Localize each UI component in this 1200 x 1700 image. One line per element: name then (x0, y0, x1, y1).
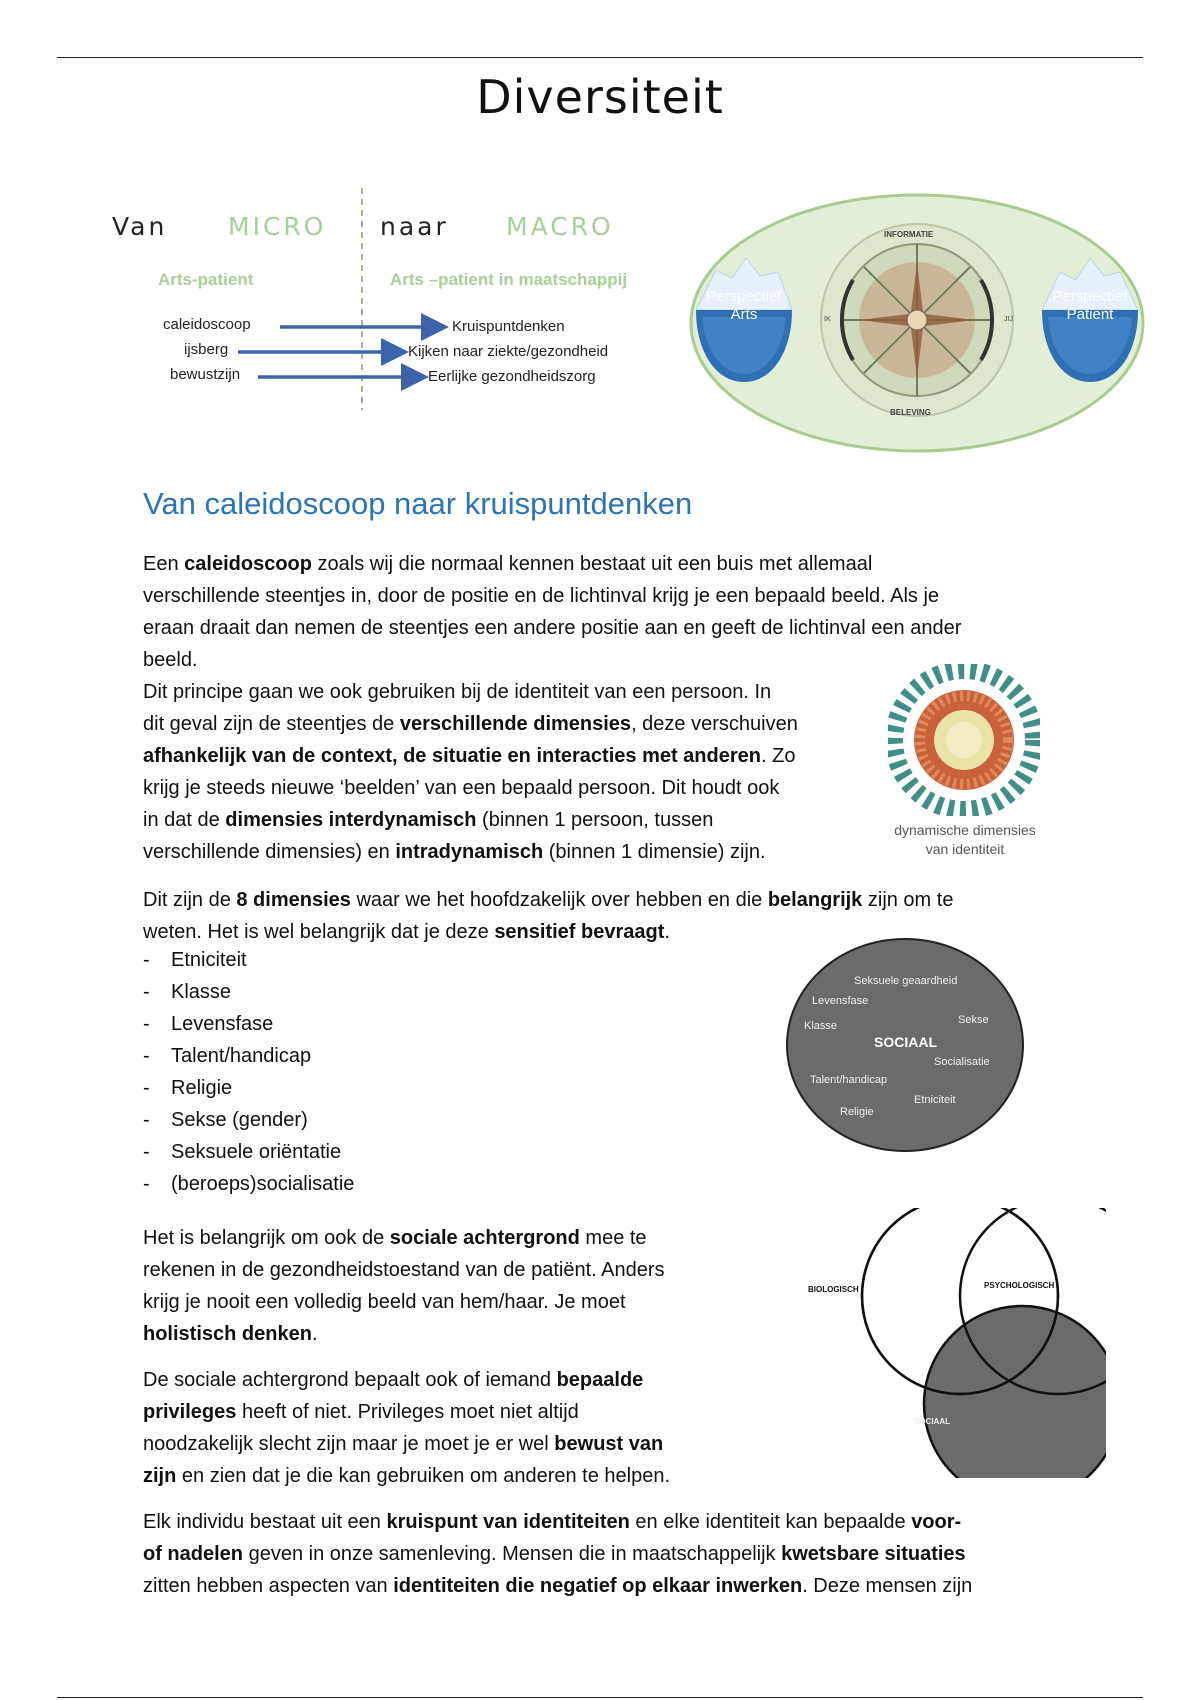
paragraph-caleidoscoop (143, 548, 1063, 676)
informatie-label: INFORMATIE (884, 230, 934, 239)
paragraph-privileges (143, 1364, 783, 1492)
paragraph-sociale-achtergrond (143, 1222, 763, 1350)
micro-macro-figure (100, 188, 660, 428)
page-title: Diversiteit (476, 70, 724, 124)
list-item: - (beroeps)socialisatie (143, 1168, 354, 1200)
beleving-label: BELEVING (890, 408, 931, 417)
paragraph-kruispunt (143, 1506, 1073, 1602)
right-subtitle: Arts –patient in maatschappij (390, 270, 628, 289)
text-line: Een caleidoscoop zoals wij die normaal kennen bestaat uit een buis met allemaal (143, 553, 873, 575)
text-line: weten. Het is wel belangrijk dat je deze sensitief bevraagt. (143, 921, 670, 943)
label-line: Perspectief (706, 288, 782, 305)
perspective-arts-label (698, 288, 790, 324)
dynamic-dimensions-image (888, 664, 1040, 816)
sociaal-center: SOCIAAL (874, 1034, 937, 1050)
list-item: - Talent/handicap (143, 1040, 354, 1072)
text-line: eraan draait dan nemen de steentjes een andere positie aan en geeft de lichtinval een ander (143, 617, 962, 639)
top-rule (57, 57, 1143, 58)
left-item: caleidoscoop (163, 316, 251, 333)
sociaal-word: Etniciteit (914, 1094, 956, 1106)
left-item: ijsberg (184, 341, 229, 358)
venn-psychologisch: PSYCHOLOGISCH (984, 1281, 1055, 1290)
list-item: - Religie (143, 1072, 354, 1104)
left-item: bewustzijn (170, 366, 241, 383)
list-item: - Seksuele oriëntatie (143, 1136, 354, 1168)
venn-diagram (766, 1208, 1106, 1478)
text-line: verschillende dimensies) en intradynamisch (binnen 1 dimensie) zijn. (143, 841, 766, 863)
label-line: Perspectief (1052, 288, 1128, 305)
sociaal-word: Klasse (804, 1020, 838, 1032)
caption-line: van identiteit (925, 841, 1005, 857)
text-line: krijg je nooit een volledig beeld van hem/haar. Je moet (143, 1291, 626, 1313)
micro-word: MICRO (228, 212, 327, 241)
sociaal-word: Sekse (958, 1014, 989, 1026)
text-line: Dit zijn de 8 dimensies waar we het hoofdzakelijk over hebben en die belangrijk zijn om te (143, 889, 954, 911)
van-word: Van (112, 212, 168, 241)
sociaal-word: Socialisatie (934, 1056, 990, 1068)
sociaal-circle (786, 938, 1024, 1152)
text-line: of nadelen geven in onze samenleving. Mensen die in maatschappelijk kwetsbare situaties (143, 1543, 966, 1565)
right-item: Kijken naar ziekte/gezondheid (408, 343, 609, 360)
text-line: Elk individu bestaat uit een kruispunt van identiteiten en elke identiteit kan bepaalde voor- (143, 1511, 962, 1533)
venn-health: HEALTH (914, 1318, 946, 1327)
text-line: noodzakelijk slecht zijn maar je moet je er wel bewust van (143, 1433, 664, 1455)
paragraph-principe (143, 676, 863, 868)
list-item: - Sekse (gender) (143, 1104, 354, 1136)
text-line: Het is belangrijk om ook de sociale achtergrond mee te (143, 1227, 647, 1249)
macro-word: MACRO (506, 212, 614, 241)
sociaal-word: Levensfase (812, 995, 869, 1007)
list-item: - Klasse (143, 976, 354, 1008)
text-line: Dit principe gaan we ook gebruiken bij de identiteit van een persoon. In (143, 681, 772, 703)
dimensions-list (143, 944, 354, 1200)
text-line: dit geval zijn de steentjes de verschillende dimensies, deze verschuiven (143, 713, 798, 735)
text-line: in dat de dimensies interdynamisch (binnen 1 persoon, tussen (143, 809, 714, 831)
venn-sociaal: SOCIAAL (914, 1417, 950, 1426)
text-line: holistisch denken. (143, 1323, 318, 1345)
text-line: zitten hebben aspecten van identiteiten die negatief op elkaar inwerken. Deze mensen zijn (143, 1575, 973, 1597)
label-line: Arts (730, 306, 758, 323)
ik-label: IK (824, 316, 831, 323)
text-line: verschillende steentjes in, door de positie en de lichtinval krijg je een bepaald beeld. Als je (143, 585, 940, 607)
left-subtitle: Arts-patient (158, 270, 254, 289)
right-item: Kruispuntdenken (452, 318, 565, 335)
text-line: krijg je steeds nieuwe ‘beelden’ van een bepaald persoon. Dit houdt ook (143, 777, 780, 799)
jij-label: JIJ (1004, 316, 1013, 323)
text-line: De sociale achtergrond bepaalt ook of iemand bepaalde (143, 1369, 644, 1391)
text-line: rekenen in de gezondheidstoestand van de patiënt. Anders (143, 1259, 665, 1281)
caption-line: dynamische dimensies (894, 822, 1036, 838)
list-item: - Etniciteit (143, 944, 354, 976)
venn-biologisch: BIOLOGISCH (808, 1285, 859, 1294)
section-heading: Van caleidoscoop naar kruispuntdenken (143, 486, 693, 521)
list-item: - Levensfase (143, 1008, 354, 1040)
right-item: Eerlijke gezondheidszorg (428, 368, 596, 385)
label-line: Patient (1066, 306, 1114, 323)
text-line: zijn en zien dat je die kan gebruiken om anderen te helpen. (143, 1465, 671, 1487)
perspective-figure (688, 192, 1146, 454)
paragraph-dimensies (143, 884, 1063, 948)
sociaal-word: Talent/handicap (810, 1074, 888, 1086)
perspective-patient-label (1044, 288, 1136, 324)
text-line: privileges heeft of niet. Privileges moet niet altijd (143, 1401, 579, 1423)
naar-word: naar (380, 212, 449, 241)
sociaal-word: Seksuele geaardheid (854, 975, 958, 987)
text-line: beeld. (143, 649, 198, 671)
bottom-rule (57, 1697, 1143, 1698)
text-line: afhankelijk van de context, de situatie en interacties met anderen. Zo (143, 745, 796, 767)
dynamic-dimensions-caption (880, 821, 1050, 859)
sociaal-word: Religie (840, 1106, 874, 1118)
